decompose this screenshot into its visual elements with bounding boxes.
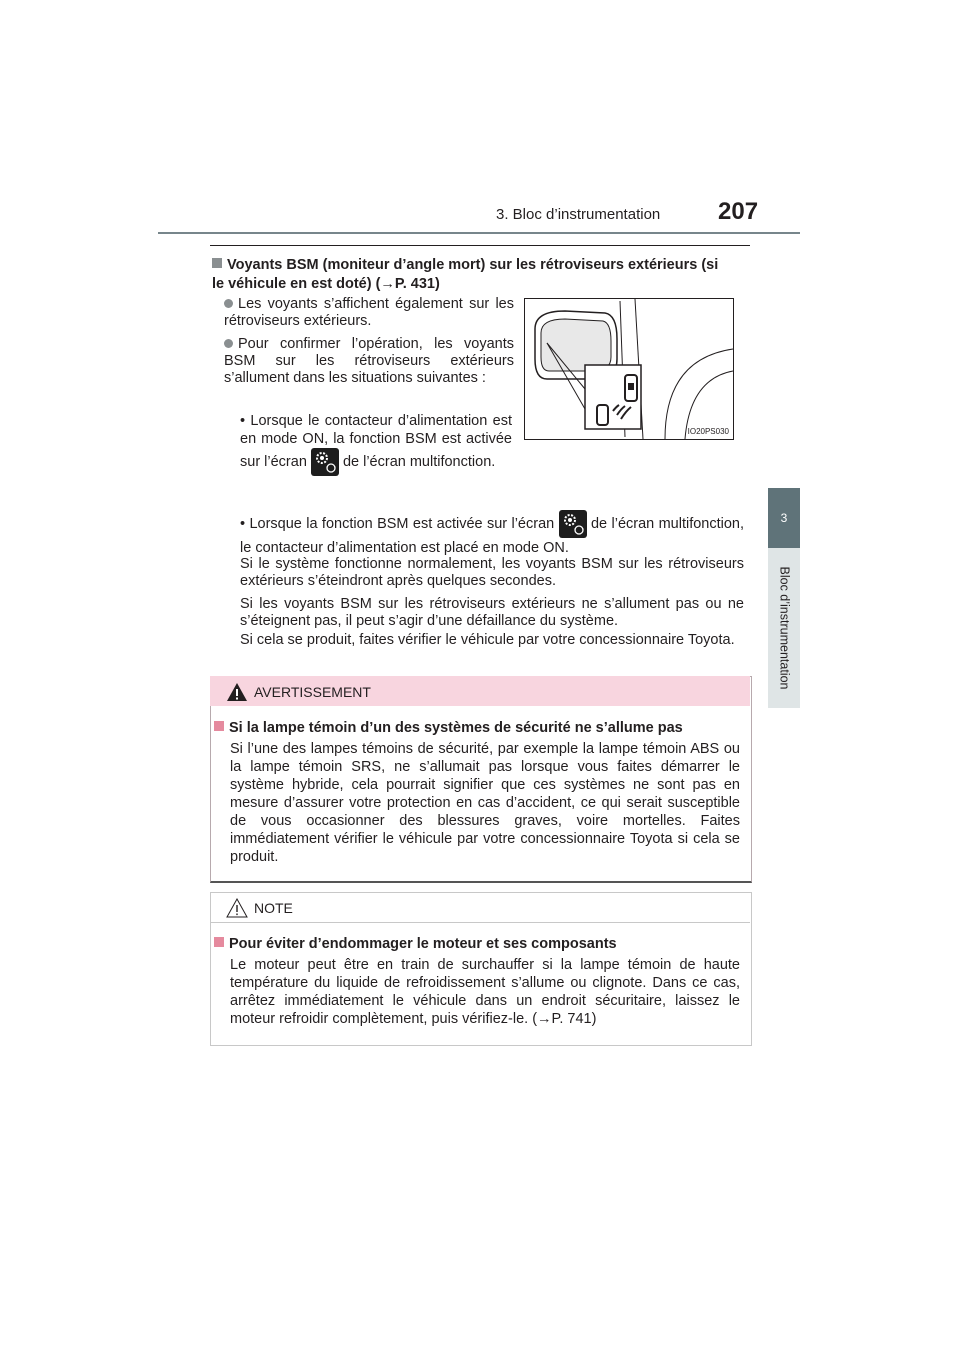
page-number: 207 [718,198,759,225]
section-rule [210,245,750,246]
note-body: Le moteur peut être en train de surchauffer si la lampe témoin de haute température du liquide de refroidissement s’allume ou clignote. Dans ce cas, arrêtez immédiatement le véhicule dans un endroit sécuritaire, laissez le moteur refroidir complètement, puis vérifiez-le. (→P. 741) [230,957,740,1027]
warning-title: AVERTISSEMENT [254,684,371,700]
paragraph: Si le système fonctionne normalement, les voyants BSM sur les rétroviseurs extérieurs s’éteindront après quelques secondes. [240,556,744,589]
square-bullet-icon [212,258,222,268]
side-tab-number: 3 [768,488,800,548]
paragraph: Si les voyants BSM sur les rétroviseurs extérieurs ne s’allument pas ou ne s’éteignent pas, il peut s’agir d’une défaillance du système. [240,596,744,629]
mirror-illustration [524,298,734,440]
settings-screen-icon [559,510,587,538]
warning-triangle-icon [226,682,248,707]
note-title: NOTE [254,900,293,916]
bullet-item: Les voyants s’affichent également sur les rétroviseurs extérieurs. [224,296,514,329]
paragraph: Si cela se produit, faites vérifier le véhicule par votre concessionnaire Toyota. [240,632,735,648]
dot-bullet-icon [224,299,233,308]
section-title: 3. Bloc d’instrumentation [496,206,661,223]
caution-triangle-icon [226,898,248,923]
square-bullet-icon [214,937,224,947]
side-label: Bloc d’instrumentation [777,566,792,690]
sub-bullet-item: • Lorsque la fonction BSM est activée sur l’écran de l’écran multifonction, le contacteur d’alimentation est placé en mode ON. [240,510,744,558]
section-heading: Voyants BSM (moniteur d’angle mort) sur les rétroviseurs extérieurs (si le véhicule en est doté) (→P. 431) [212,257,719,292]
settings-screen-icon [311,448,339,476]
note-subheading: Pour éviter d’endommager le moteur et ses composants [214,936,617,952]
dot-bullet-icon [224,339,233,348]
warning-body: Si l’une des lampes témoins de sécurité, par exemple la lampe témoin ABS ou la lampe témoin SRS, ne s’allumait pas lorsque vous faites démarrer le système hybride, cela pourrait signifier que ces systèmes ne sont pas en mesure d’assurer votre protection en cas d’accident, ce qui serait susceptible de vous occasionner des blessures graves, voire mortelles. Faites immédiatement vérifier le véhicule par votre concessionnaire Toyota si cela se produit. [230,741,740,865]
figure-code: IO20PS030 [687,427,729,436]
warning-subheading: Si la lampe témoin d’un des systèmes de sécurité ne s’allume pas [214,720,683,736]
square-bullet-icon [214,721,224,731]
bullet-item: Pour confirmer l’opération, les voyants BSM sur les rétroviseurs extérieurs s’allument dans les situations suivantes : [224,336,514,386]
header-rule [158,232,800,234]
sub-bullet-item: • Lorsque le contacteur d’alimentation est en mode ON, la fonction BSM est activée sur l’écran de l’écran multifonction. [240,412,512,476]
